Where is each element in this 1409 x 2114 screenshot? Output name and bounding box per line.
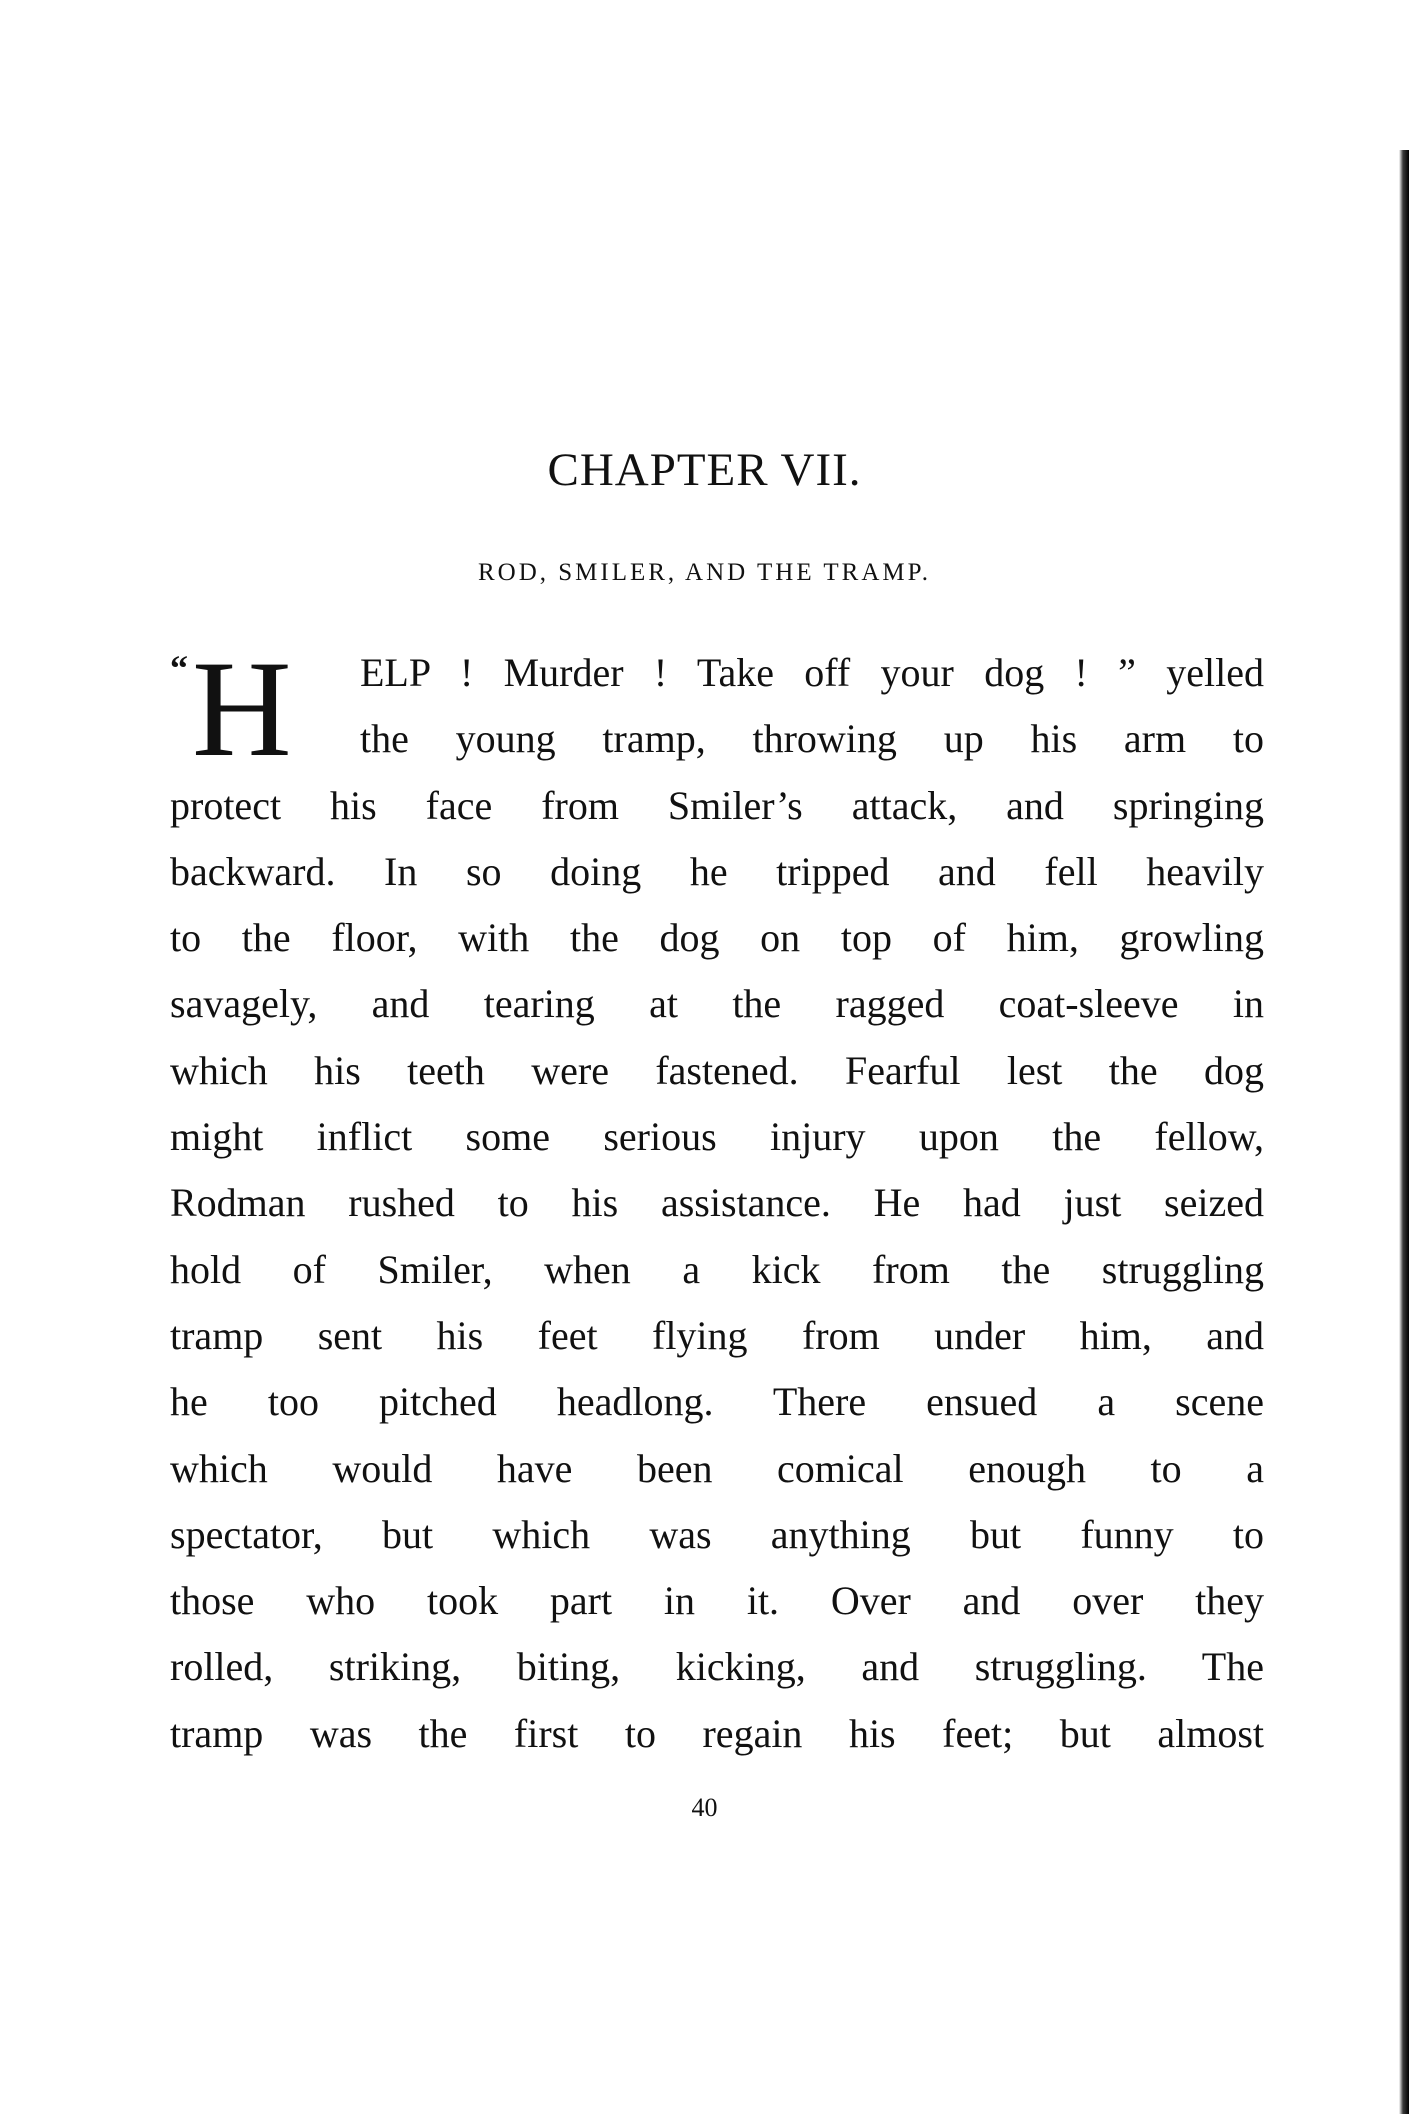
text-line: protect his face from Smiler’s attack, and springing (170, 782, 1264, 828)
text-line: spectator, but which was anything but funny to (170, 1511, 1264, 1557)
text-line: backward. In so doing he tripped and fell heavily (170, 848, 1264, 894)
text-line: which would have been comical enough to a (170, 1445, 1264, 1491)
page-number: 40 (691, 1793, 718, 1822)
text-line: savagely, and tearing at the ragged coat-sleeve in (170, 981, 1264, 1027)
chapter-title: CHAPTER VII. (547, 444, 862, 496)
text-line: ELP ! Murder ! Take off your dog ! ” yelled (360, 650, 1264, 695)
text-line: hold of Smiler, when a kick from the struggling (170, 1246, 1264, 1292)
drop-cap-letter: H (192, 632, 292, 785)
text-line: tramp sent his feet flying from under him, and (170, 1312, 1264, 1358)
text-line: which his teeth were fastened. Fearful lest the dog (170, 1047, 1264, 1093)
text-line: those who took part in it. Over and over they (170, 1578, 1264, 1624)
drop-cap (170, 632, 360, 785)
text-line: the young tramp, throwing up his arm to (360, 716, 1264, 762)
body-text (170, 632, 1264, 1767)
text-line: tramp was the first to regain his feet; but almost (170, 1710, 1264, 1756)
text-line: to the floor, with the dog on top of him, growling (170, 915, 1264, 961)
text-line: he too pitched headlong. There ensued a scene (170, 1379, 1264, 1425)
chapter-subtitle: ROD, SMILER, AND THE TRAMP. (477, 559, 932, 586)
text-line: rolled, striking, biting, kicking, and struggling. The (170, 1644, 1264, 1690)
opening-quote-mark: “ (170, 648, 188, 688)
text-line: Rodman rushed to his assistance. He had just seized (170, 1180, 1264, 1226)
text-line: might inflict some serious injury upon the fellow, (170, 1114, 1264, 1160)
